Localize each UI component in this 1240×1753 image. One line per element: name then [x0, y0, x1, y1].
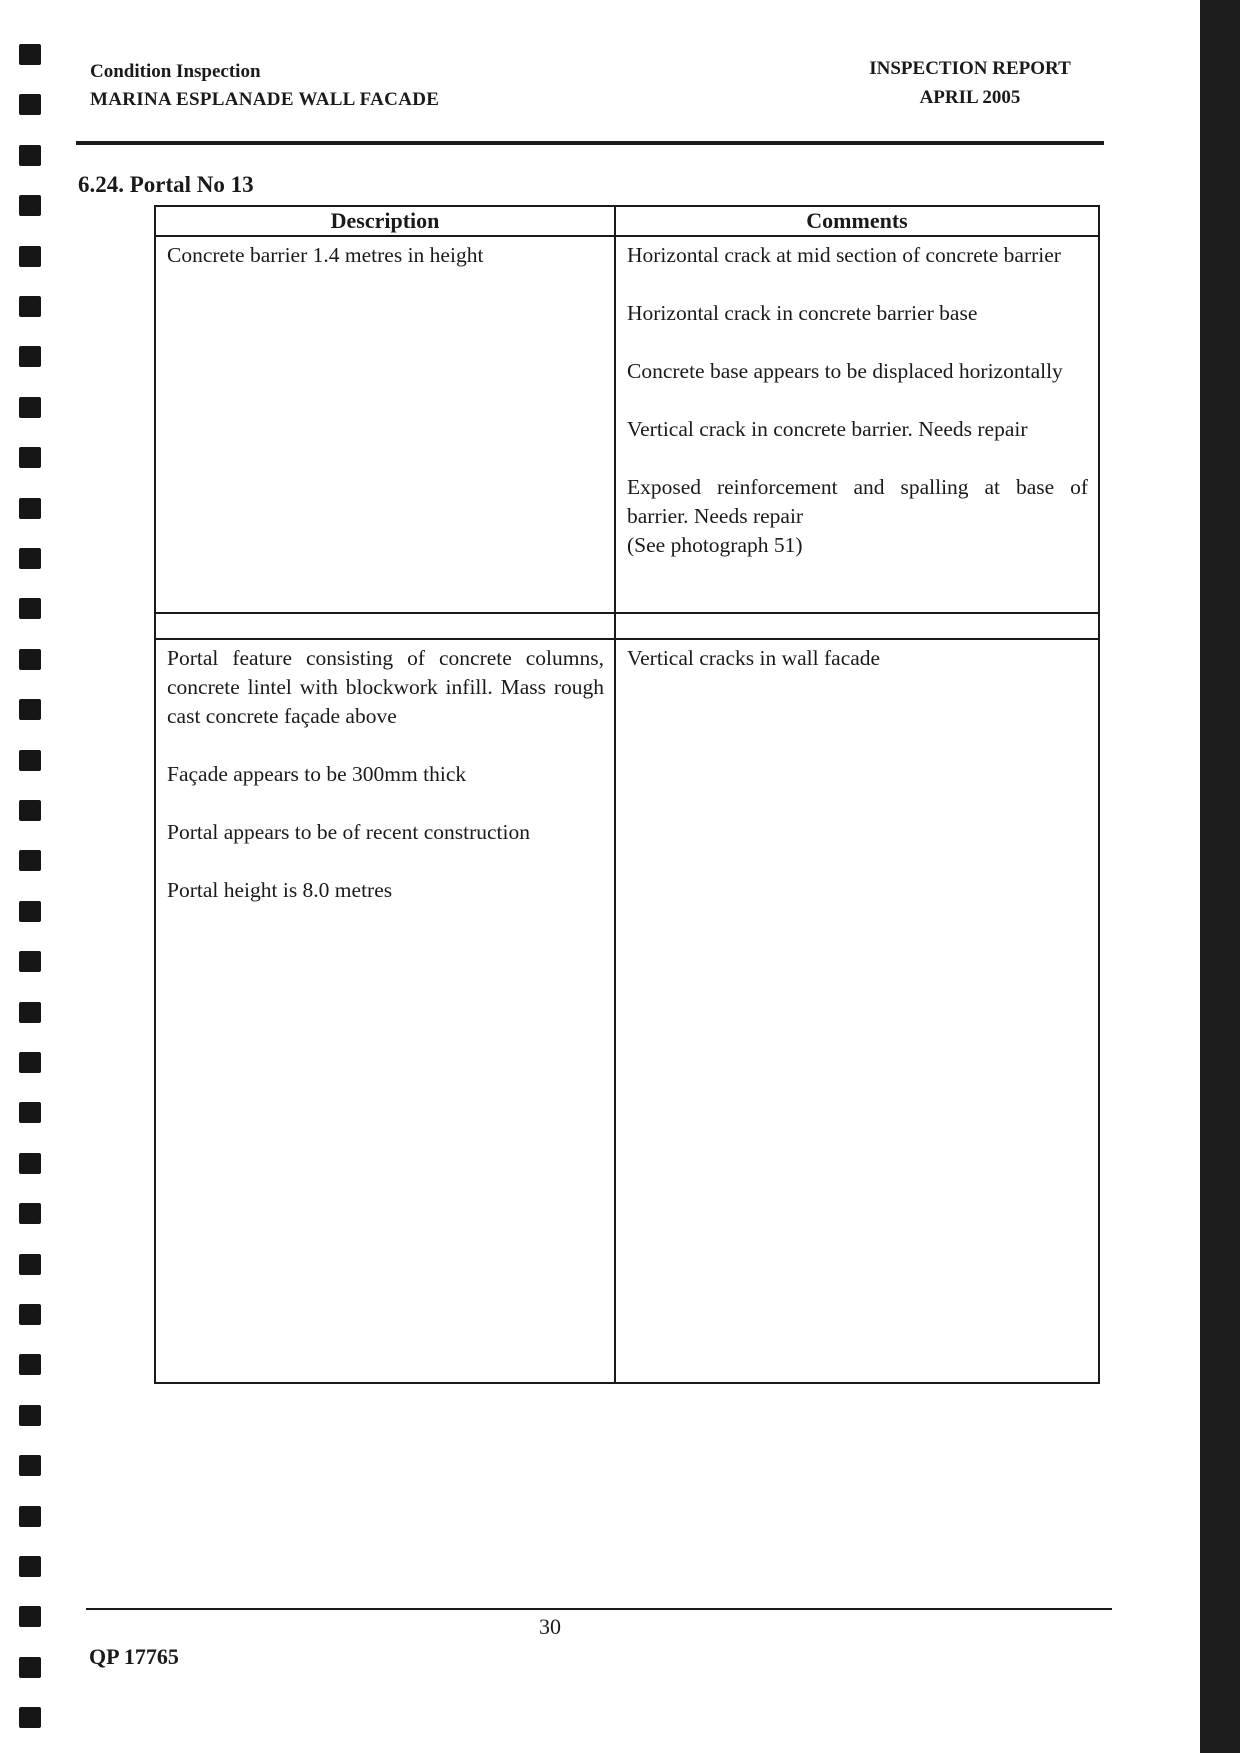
page-number: 30 — [539, 1614, 561, 1639]
binding-hole — [19, 850, 41, 871]
binding-hole — [19, 951, 41, 972]
binding-hole — [19, 1455, 41, 1476]
comment-text: Vertical cracks in wall facade — [627, 646, 881, 670]
spacer-cell — [615, 613, 1099, 639]
document-code: QP 17765 — [89, 1644, 179, 1669]
binding-hole — [19, 1354, 41, 1375]
header-report-date: APRIL 2005 — [919, 87, 1021, 108]
header-left — [90, 58, 439, 114]
binding-hole — [19, 397, 41, 418]
binding-hole — [19, 548, 41, 569]
binding-hole — [19, 1203, 41, 1224]
binding-hole — [19, 145, 41, 166]
binding-hole — [19, 750, 41, 771]
header-project-name: MARINA ESPLANADE WALL FACADE — [90, 89, 440, 110]
binding-hole — [19, 94, 41, 115]
binding-hole — [19, 246, 41, 267]
binding-hole — [19, 1556, 41, 1577]
table-row — [155, 236, 1099, 613]
column-header-description: Description — [155, 206, 615, 236]
table-row — [155, 639, 1099, 1383]
binding-hole — [19, 1002, 41, 1023]
comment-text: Horizontal crack at mid section of concrete barrier — [627, 243, 1061, 267]
header-right — [860, 54, 1080, 112]
binding-hole — [19, 296, 41, 317]
comment-text: Horizontal crack in concrete barrier base — [627, 301, 978, 325]
binding-hole — [19, 598, 41, 619]
table-spacer-row — [155, 613, 1099, 639]
binding-holes — [0, 0, 60, 1753]
description-text: Façade appears to be 300mm thick — [167, 762, 467, 786]
row2-description-cell — [155, 639, 615, 1383]
binding-hole — [19, 699, 41, 720]
description-text: Portal appears to be of recent construction — [167, 820, 530, 844]
photo-reference: (See photograph 51) — [627, 533, 803, 557]
inspection-table — [154, 205, 1100, 1384]
binding-hole — [19, 1405, 41, 1426]
binding-hole — [19, 1506, 41, 1527]
binding-hole — [19, 498, 41, 519]
row2-comments-cell — [615, 639, 1099, 1383]
binding-hole — [19, 1254, 41, 1275]
comment-text: Vertical crack in concrete barrier. Needs repair — [627, 417, 1028, 441]
binding-hole — [19, 901, 41, 922]
description-text: Concrete barrier 1.4 metres in height — [167, 243, 484, 267]
header-document-type: Condition Inspection — [90, 61, 261, 82]
header-report-title: INSPECTION REPORT — [869, 58, 1071, 79]
column-header-comments: Comments — [615, 206, 1099, 236]
binding-hole — [19, 1304, 41, 1325]
table-header-row — [155, 206, 1099, 236]
binding-hole — [19, 1102, 41, 1123]
footer-divider — [86, 1608, 1112, 1610]
binding-hole — [19, 195, 41, 216]
comment-text: Exposed reinforcement and spalling at base of barrier. Needs repair — [627, 475, 1088, 528]
binding-hole — [19, 1657, 41, 1678]
scan-dark-edge — [1200, 0, 1240, 1753]
row1-comments-cell — [615, 236, 1099, 613]
binding-hole — [19, 1153, 41, 1174]
binding-hole — [19, 447, 41, 468]
description-text: Portal feature consisting of concrete columns, concrete lintel with blockwork infill. Mass rough cast concrete façade above — [167, 646, 604, 728]
comment-text: Concrete base appears to be displaced horizontally — [627, 359, 1063, 383]
header-divider — [76, 141, 1104, 145]
binding-hole — [19, 1606, 41, 1627]
spacer-cell — [155, 613, 615, 639]
row1-description-cell — [155, 236, 615, 613]
section-title: 6.24. Portal No 13 — [78, 172, 254, 197]
binding-hole — [19, 44, 41, 65]
binding-hole — [19, 346, 41, 367]
binding-hole — [19, 800, 41, 821]
binding-hole — [19, 1052, 41, 1073]
binding-hole — [19, 1707, 41, 1728]
binding-hole — [19, 649, 41, 670]
description-text: Portal height is 8.0 metres — [167, 878, 393, 902]
